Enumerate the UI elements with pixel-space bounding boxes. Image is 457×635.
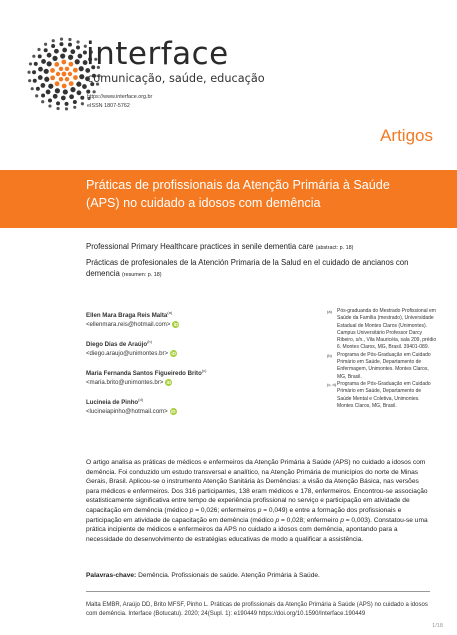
resumen-page-ref[interactable]: (resumen: p. 18) xyxy=(121,272,162,278)
logo-dot xyxy=(73,75,78,80)
logo-dot xyxy=(62,84,67,89)
author-email[interactable]: <maria.brito@unimontes.br> iD xyxy=(86,379,172,387)
title-spanish: Prácticas de profesionales de la Atención Primaria de la Salud en el cuidado de ancianos con demencia xyxy=(86,258,409,278)
logo-dot xyxy=(62,48,67,53)
logo-dot xyxy=(60,53,65,58)
logo-dot xyxy=(32,55,35,58)
logo-dot xyxy=(73,106,76,109)
logo-dot xyxy=(81,102,84,105)
logo-dot xyxy=(36,87,40,91)
author-entry xyxy=(86,395,314,416)
journal-info xyxy=(87,93,152,111)
affiliation-mark: (a) xyxy=(327,309,332,314)
logo-dot xyxy=(41,100,44,103)
author-entry xyxy=(86,337,314,358)
logo-dot xyxy=(76,45,80,49)
journal-eissn: eISSN 1807-5762 xyxy=(87,103,130,109)
logo-dot xyxy=(68,72,72,76)
article-title: Práticas de profissionais da Atenção Primária à Saúde (APS) no cuidado a idosos com demência xyxy=(86,178,390,210)
logo-dot xyxy=(75,59,80,64)
author-name: Diego Dias de Araújo$^{(b)}$ xyxy=(86,339,152,349)
keywords-text: Demência. Profissionais de saúde. Atenção Primária à Saúde. xyxy=(136,572,320,579)
logo-dot xyxy=(47,61,52,66)
orcid-icon[interactable]: iD xyxy=(170,409,176,415)
author-mark: (b) xyxy=(147,339,152,345)
logo-dot xyxy=(77,90,82,95)
logo-dot xyxy=(69,81,74,86)
page-number: 1/18 xyxy=(432,623,443,629)
logo-dot xyxy=(52,56,57,61)
divider xyxy=(86,591,430,592)
logo-dot xyxy=(35,94,38,97)
logo-dot xyxy=(55,88,60,93)
author-mark: (d) xyxy=(138,397,144,403)
orcid-icon[interactable]: iD xyxy=(166,379,172,385)
logo-dot xyxy=(76,40,79,43)
logo-dot xyxy=(65,107,68,110)
author-list xyxy=(86,308,314,424)
logo-dot xyxy=(37,48,40,51)
logo-dot xyxy=(65,67,69,71)
logo-dot xyxy=(27,71,30,74)
affiliation xyxy=(327,352,437,381)
logo-dot xyxy=(41,94,45,98)
logo-dot xyxy=(73,68,78,73)
affiliations xyxy=(327,308,437,410)
author-name: Lucineia de Pinho$^{(d)}$ xyxy=(86,397,144,407)
logo-dot xyxy=(38,67,43,72)
affiliation-text: Programa de Pós-Graduação em Cuidado Primário em Saúde, Departamento de Saúde Mental e Coletiva, Unimontes. Montes Claros, MG, Brasil. xyxy=(337,380,431,409)
section-label: Artigos xyxy=(380,126,433,145)
logo-dot xyxy=(62,72,67,77)
logo-dot xyxy=(46,90,51,95)
logo-dot xyxy=(28,79,31,82)
logo-dot xyxy=(41,59,46,64)
author-mark: (c) xyxy=(201,368,207,374)
logo-dot xyxy=(54,49,59,54)
logo-dot xyxy=(34,62,38,66)
logo-dot xyxy=(56,72,60,76)
logo-dot xyxy=(80,96,84,100)
logo-dot xyxy=(73,100,77,104)
logo-dot xyxy=(59,77,63,81)
logo-dot xyxy=(41,83,46,88)
logo-dot xyxy=(56,101,60,105)
logo-dot xyxy=(38,54,42,58)
keywords-label: Palavras-chave: xyxy=(86,572,137,579)
affiliation-text: Programa de Pós-Graduação em Cuidado Primário em Saúde, Departamento de Enfermagem, Unimontes. Montes Claros, MG, Brasil. xyxy=(337,351,431,380)
title-spanish-line xyxy=(86,257,430,281)
affiliation-mark: (c, d) xyxy=(327,381,337,387)
orcid-icon[interactable]: iD xyxy=(173,321,179,327)
logo-dot xyxy=(31,87,34,90)
logo-dot xyxy=(50,75,55,80)
journal-url[interactable]: https://www.interface.org.br xyxy=(87,94,153,100)
logo-subtitle: comunicação, saúde, educação xyxy=(87,72,265,85)
keywords xyxy=(86,571,430,581)
logo-dot xyxy=(69,62,74,67)
author-name: Ellen Mara Braga Reis Malta$^{(a)}$ xyxy=(86,310,173,320)
logo-dot xyxy=(32,70,36,74)
logo-dot xyxy=(68,55,73,60)
orcid-icon[interactable]: iD xyxy=(171,350,176,356)
abstract-page-ref[interactable]: (abstract: p. 18) xyxy=(315,245,354,251)
affiliation-text: Pós-graduanda do Mestrado Profissional em Saúde da Família (mestrado), Universidade Estadual de Montes Claros (Unimontes). Campus Universitário Professor Darcy Ribeiro, s/n., Vila Mauricéia, sala 209, prédio 6. Montes Claros, MG, Brasil. 39401-089. xyxy=(337,308,437,351)
logo-dot xyxy=(61,96,66,101)
logo-dot xyxy=(33,79,37,83)
author-email[interactable]: <diego.araujo@unimontes.br> iD xyxy=(86,350,176,358)
logo-dot xyxy=(38,75,43,80)
logo-dot xyxy=(44,69,49,74)
logo-dot xyxy=(79,66,84,71)
author-entry xyxy=(86,308,314,329)
logo-dot xyxy=(55,81,60,86)
logo-dot xyxy=(61,60,66,65)
logo-dot xyxy=(50,68,55,73)
author-email[interactable]: <ellenmara.reis@hotmail.com> iD xyxy=(86,321,179,329)
logo-dot xyxy=(63,89,68,94)
logo-dot xyxy=(51,44,55,48)
logo-dot xyxy=(48,104,51,107)
logo-dot xyxy=(79,74,84,79)
logo-title: interface xyxy=(86,36,229,72)
alternate-titles xyxy=(86,241,430,284)
title-english-line xyxy=(86,241,430,254)
logo-dot xyxy=(68,43,72,47)
logo-dot xyxy=(70,49,75,54)
abstract-paragraph: O artigo analisa as práticas de médicos e enfermeiros da Atenção Primária à Saúde (APS) no cuidado a idosos com demência. Foi conduzido um estudo transversal e analítico, na Atenção Primária de municípios do norte de Minas Gerais, Brasil. Aplicou-se o instrumento Atenção Sanitária às Demências: a visão da Atenção Básica, nas versões para médicos e enfermeiros. Dos 316 participantes, 138 eram médicos e 178, enfermeiros. Encontrou-se associação estatisticamente significativa entre tempo de experiência profissional no serviço e participação em atividade de capacitação em demência (médico p = 0,026; enfermeiros p = 0,049) e entre a formação dos profissionais e participação em atividade de capacitação em demência (médico p = 0,028; enfermeiro p = 0,003). Constatou-se uma prática incipiente de médicos e enfermeiros da APS no cuidado a idosos com demência, apontando para a necessidade do desenvolvimento de estratégias educativas de modo a qualificar a assistência. xyxy=(86,459,428,543)
logo-dot xyxy=(48,84,53,89)
logo-dot xyxy=(59,42,63,46)
logo-dot xyxy=(29,62,32,65)
logo-dot xyxy=(48,99,52,103)
logo-dot xyxy=(52,39,55,42)
logo-dot xyxy=(60,37,63,40)
author-mark: (a) xyxy=(167,310,173,315)
logo-dot xyxy=(69,94,74,99)
logo-dot xyxy=(68,38,71,41)
logo-dot xyxy=(44,48,48,52)
author-name: Maria Fernanda Santos Figueiredo Brito$^{(c)}$ xyxy=(86,368,207,378)
affiliation xyxy=(327,308,437,352)
logo-dot xyxy=(78,54,83,59)
author-email[interactable]: <lucineiapinho@hotmail.com> iD xyxy=(86,408,176,416)
affiliation xyxy=(327,381,437,410)
logo-dot xyxy=(65,102,69,106)
logo-dot xyxy=(53,94,58,99)
logo-dot xyxy=(76,82,81,87)
logo-dot xyxy=(65,77,69,81)
logo-dot xyxy=(59,67,63,71)
logo-dot xyxy=(70,87,75,92)
title-english: Professional Primary Healthcare practices in senile dementia care xyxy=(86,242,314,251)
affiliation-mark: (b) xyxy=(327,352,332,358)
logo-dot xyxy=(47,53,52,58)
author-entry xyxy=(86,366,314,387)
citation: Malta EMBR, Araújo DD, Brito MFSF, Pinho L. Práticas de profissionais da Atenção Primária à Saúde (APS) no cuidado a idosos com demência. Interface (Botucatu). 2020; 24(Supl. 1): e190449 https://doi.org/10.1590/Interface.190449 xyxy=(86,602,428,617)
logo-dot xyxy=(44,43,47,46)
logo-dot xyxy=(54,62,59,67)
logo-dot xyxy=(56,107,59,110)
logo-dot xyxy=(44,77,49,82)
